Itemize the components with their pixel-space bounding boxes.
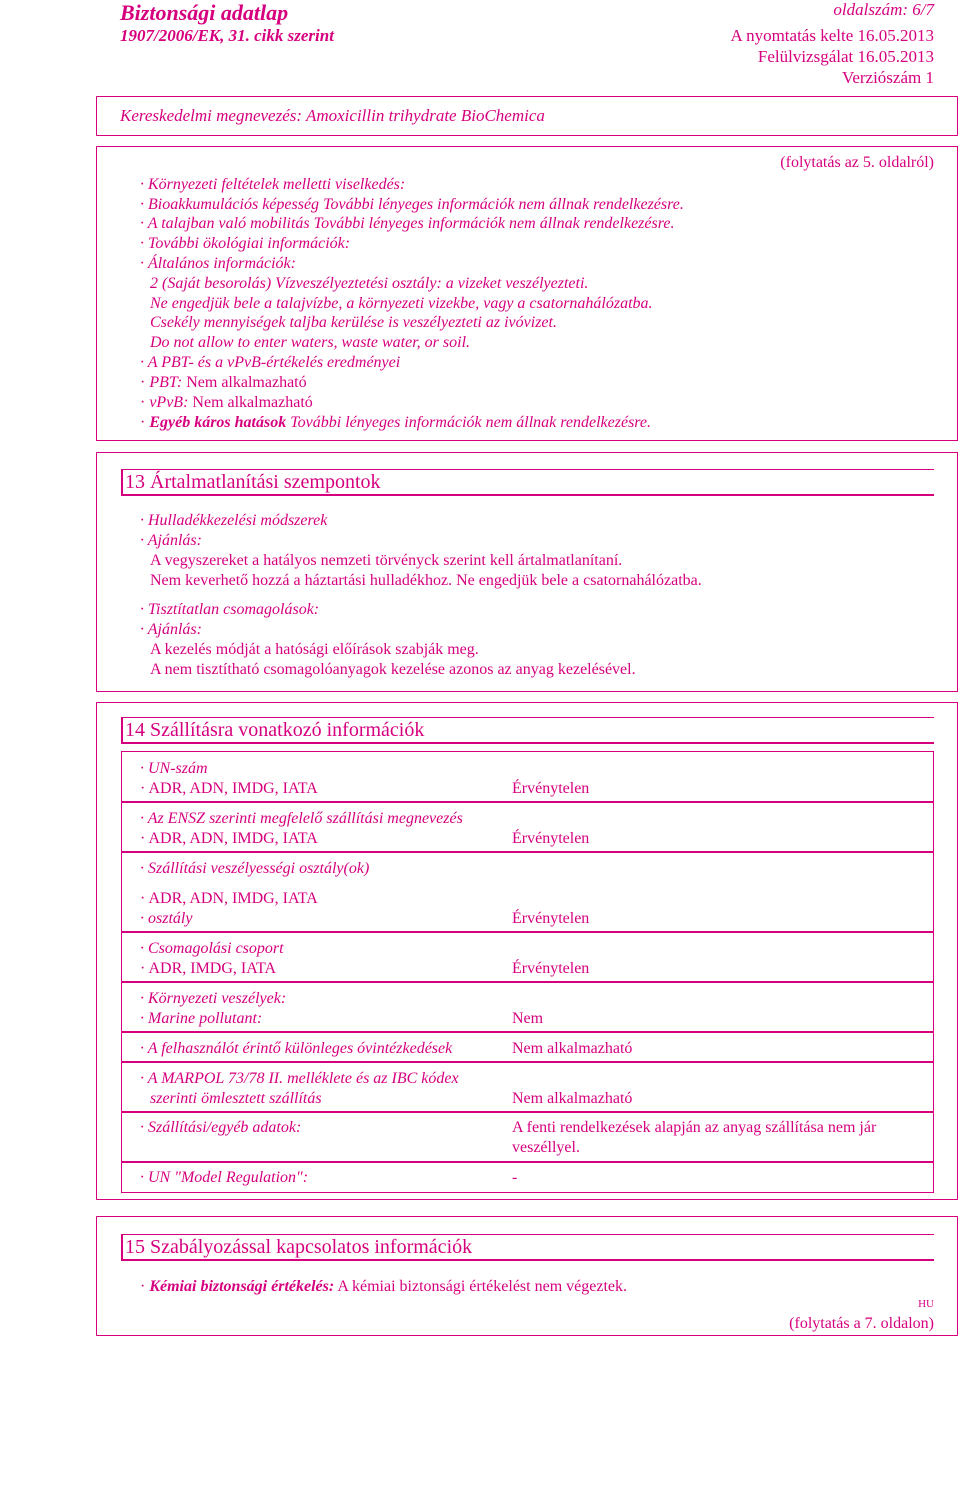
marine-pollutant-label: · Marine pollutant:: [140, 1009, 262, 1029]
uncleaned-packaging-heading: · Tisztítatlan csomagolások:: [140, 600, 319, 620]
continued-from: (folytatás az 5. oldalról): [780, 154, 934, 171]
marpol-label-line-1: · A MARPOL 73/78 II. melléklete és az IBC kódex: [140, 1069, 459, 1089]
chemical-safety-assessment-line: · Kémiai biztonsági értékelés: A kémiai biztonsági értékelést nem végeztek.: [140, 1277, 627, 1297]
trade-name: Kereskedelmi megnevezés: Amoxicillin trihydrate BioChemica: [120, 106, 545, 125]
hazard-class-sub-label: · osztály: [140, 909, 192, 929]
packaging-text-1: A kezelés módját a hatósági előírások szabják meg.: [150, 641, 479, 658]
section-14-heading: 14 Szállításra vonatkozó információk: [123, 718, 935, 742]
regulation-reference: 1907/2006/EK, 31. cikk szerint: [120, 26, 334, 45]
print-date: A nyomtatás kelte 16.05.2013: [730, 26, 934, 45]
section-15-heading: 15 Szabályozással kapcsolatos információk: [123, 1235, 935, 1259]
section-15-heading-bar: [121, 1234, 934, 1261]
model-regulation-label: · UN "Model Regulation":: [140, 1168, 308, 1188]
hazard-class-label: · Szállítási veszélyességi osztály(ok): [140, 859, 369, 879]
recommendation-label-2: · Ajánlás:: [140, 620, 202, 640]
page-number: oldalszám: 6/7: [833, 0, 934, 19]
pbt-vpvb-heading: · A PBT- és a vPvB-értékelés eredményei: [140, 353, 400, 373]
un-number-mode: · ADR, ADN, IMDG, IATA: [140, 779, 318, 799]
hazard-class-mode: · ADR, ADN, IMDG, IATA: [140, 889, 318, 909]
other-transport-label: · Szállítási/egyéb adatok:: [140, 1118, 301, 1138]
further-ecological-info-heading: · További ökológiai információk:: [140, 234, 350, 254]
packing-group-value: Érvénytelen: [512, 960, 590, 977]
user-precautions-label: · A felhasználót érintő különleges óvintézkedések: [140, 1039, 452, 1059]
version-number: Verziószám 1: [841, 68, 934, 87]
marpol-value: Nem alkalmazható: [512, 1090, 633, 1107]
continued-on: (folytatás a 7. oldalon): [789, 1315, 934, 1332]
section-13-heading: 13 Ártalmatlanítási szempontok: [123, 470, 935, 494]
un-number-label: · UN-szám: [140, 759, 208, 779]
disposal-text-2: Nem keverhető hozzá a háztartási hulladékhoz. Ne engedjük bele a csatornahálózatba.: [150, 572, 702, 589]
packing-group-mode: · ADR, IMDG, IATA: [140, 959, 276, 979]
shipping-name-value: Érvénytelen: [512, 830, 590, 847]
revision-date: Felülvizsgálat 16.05.2013: [757, 47, 934, 66]
recommendation-label-1: · Ajánlás:: [140, 531, 202, 551]
environmental-behaviour-heading: · Környezeti feltételek melletti viselkedés:: [140, 175, 405, 195]
user-precautions-value: Nem alkalmazható: [512, 1040, 633, 1057]
section-14-heading-bar: [121, 717, 934, 744]
bioaccumulation-line: · Bioakkumulációs képesség További lényeges információk nem állnak rendelkezésre.: [140, 195, 684, 215]
environment-warning-en: Do not allow to enter waters, waste water, or soil.: [150, 334, 471, 351]
marine-pollutant-value: Nem: [512, 1010, 544, 1027]
vpvb-line: · vPvB: Nem alkalmazható: [140, 393, 313, 413]
other-transport-value-1: A fenti rendelkezések alapján az anyag szállítása nem jár: [512, 1119, 877, 1136]
soil-mobility-line: · A talajban való mobilitás További lényeges információk nem állnak rendelkezésre.: [140, 214, 674, 234]
shipping-name-mode: · ADR, ADN, IMDG, IATA: [140, 829, 318, 849]
disposal-text-1: A vegyszereket a hatályos nemzeti törvényck szerint kell ártalmatlanítaní.: [150, 552, 623, 569]
language-code: HU: [918, 1298, 934, 1310]
environmental-hazards-label: · Környezeti veszélyek:: [140, 989, 286, 1009]
packaging-text-2: A nem tisztítható csomagolóanyagok kezelése azonos az anyag kezelésével.: [150, 661, 636, 678]
shipping-name-label: · Az ENSZ szerinti megfelelő szállítási megnevezés: [140, 809, 463, 829]
drinking-water-warning: Csekély mennyiségek taljba kerülése is veszélyezteti az ivóvizet.: [150, 314, 557, 331]
un-number-value: Érvénytelen: [512, 780, 590, 797]
other-adverse-effects-line: · Egyéb káros hatások További lényeges információk nem állnak rendelkezésre.: [140, 413, 651, 433]
document-title: Biztonsági adatlap: [120, 0, 289, 25]
model-regulation-value: -: [512, 1169, 518, 1186]
pbt-line: · PBT: Nem alkalmazható: [140, 373, 307, 393]
groundwater-warning: Ne engedjük bele a talajvízbe, a környezeti vizekbe, vagy a csatornahálózatba.: [150, 295, 653, 312]
packing-group-label: · Csomagolási csoport: [140, 939, 284, 959]
waste-methods-heading: · Hulladékkezelési módszerek: [140, 511, 327, 531]
general-info-heading: · Általános információk:: [140, 254, 296, 274]
water-hazard-class: 2 (Saját besorolás) Vízveszélyeztetési osztály: a vizeket veszélyezteti.: [150, 275, 589, 292]
hazard-class-value: Érvénytelen: [512, 910, 590, 927]
marpol-label-line-2: szerinti ömlesztett szállítás: [150, 1090, 322, 1107]
section-13-heading-bar: [121, 469, 934, 496]
other-transport-value-2: veszéllyel.: [512, 1139, 580, 1156]
